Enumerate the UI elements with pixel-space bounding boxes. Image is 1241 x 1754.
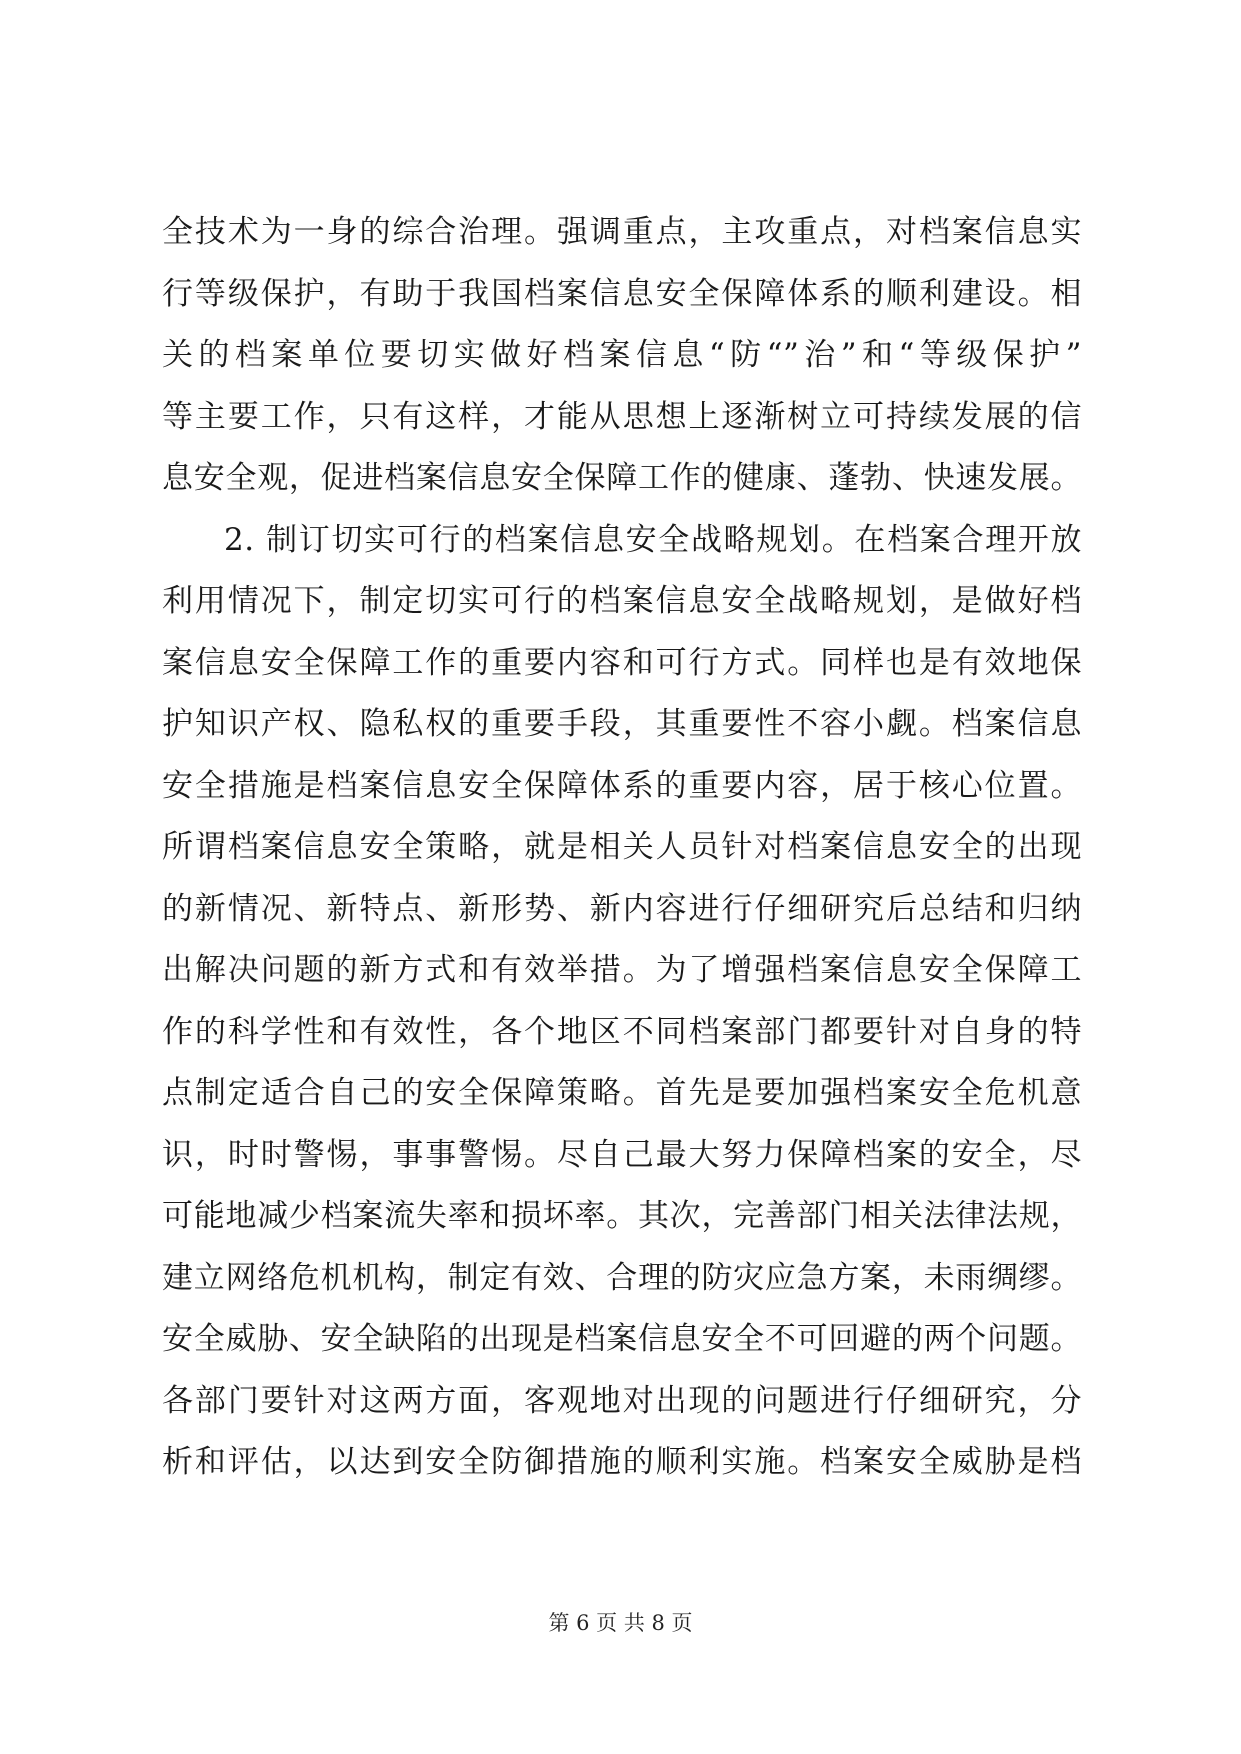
text-line: 所谓档案信息安全策略，就是相关人员针对档案信息安全的出现 <box>162 829 1082 865</box>
text-line: 利用情况下，制定切实可行的档案信息安全战略规划，是做好档 <box>162 583 1082 619</box>
text-line: 的新情况、新特点、新形势、新内容进行仔细研究后总结和归纳 <box>162 890 1082 927</box>
page-number-footer: 第 6 页 共 8 页 <box>548 1611 693 1635</box>
text-line: 等主要工作，只有这样，才能从思想上逐渐树立可持续发展的信 <box>162 398 1082 435</box>
text-line: 关的档案单位要切实做好档案信息“防“”治”和“等级保护” <box>162 337 1082 373</box>
text-line: 可能地减少档案流失率和损坏率。其次，完善部门相关法律法规， <box>162 1198 1082 1234</box>
paragraph-first-line: 2. 制订切实可行的档案信息安全战略规划。在档案合理开放 <box>224 521 1082 558</box>
text-line: 行等级保护，有助于我国档案信息安全保障体系的顺利建设。相 <box>162 275 1082 312</box>
text-line: 各部门要针对这两方面，客观地对出现的问题进行仔细研究，分 <box>162 1382 1082 1419</box>
text-line: 识，时时警惕，事事警惕。尽自己最大努力保障档案的安全，尽 <box>162 1136 1082 1173</box>
text-line: 息安全观，促进档案信息安全保障工作的健康、蓬勃、快速发展。 <box>162 460 1082 496</box>
text-line: 析和评估，以达到安全防御措施的顺利实施。档案安全威胁是档 <box>162 1444 1082 1480</box>
text-line: 安全措施是档案信息安全保障体系的重要内容，居于核心位置。 <box>162 767 1082 804</box>
text-line: 全技术为一身的综合治理。强调重点，主攻重点，对档案信息实 <box>162 214 1082 250</box>
text-line: 作的科学性和有效性，各个地区不同档案部门都要针对自身的特 <box>162 1013 1082 1050</box>
body-text <box>162 202 1082 1494</box>
text-line: 安全威胁、安全缺陷的出现是档案信息安全不可回避的两个问题。 <box>162 1321 1082 1357</box>
text-line: 建立网络危机机构，制定有效、合理的防灾应急方案，未雨绸缪。 <box>162 1259 1082 1296</box>
text-line: 出解决问题的新方式和有效举措。为了增强档案信息安全保障工 <box>162 952 1082 988</box>
text-line: 案信息安全保障工作的重要内容和可行方式。同样也是有效地保 <box>162 644 1082 681</box>
text-line: 点制定适合自己的安全保障策略。首先是要加强档案安全危机意 <box>162 1075 1082 1111</box>
text-line: 护知识产权、隐私权的重要手段，其重要性不容小觑。档案信息 <box>162 706 1082 742</box>
